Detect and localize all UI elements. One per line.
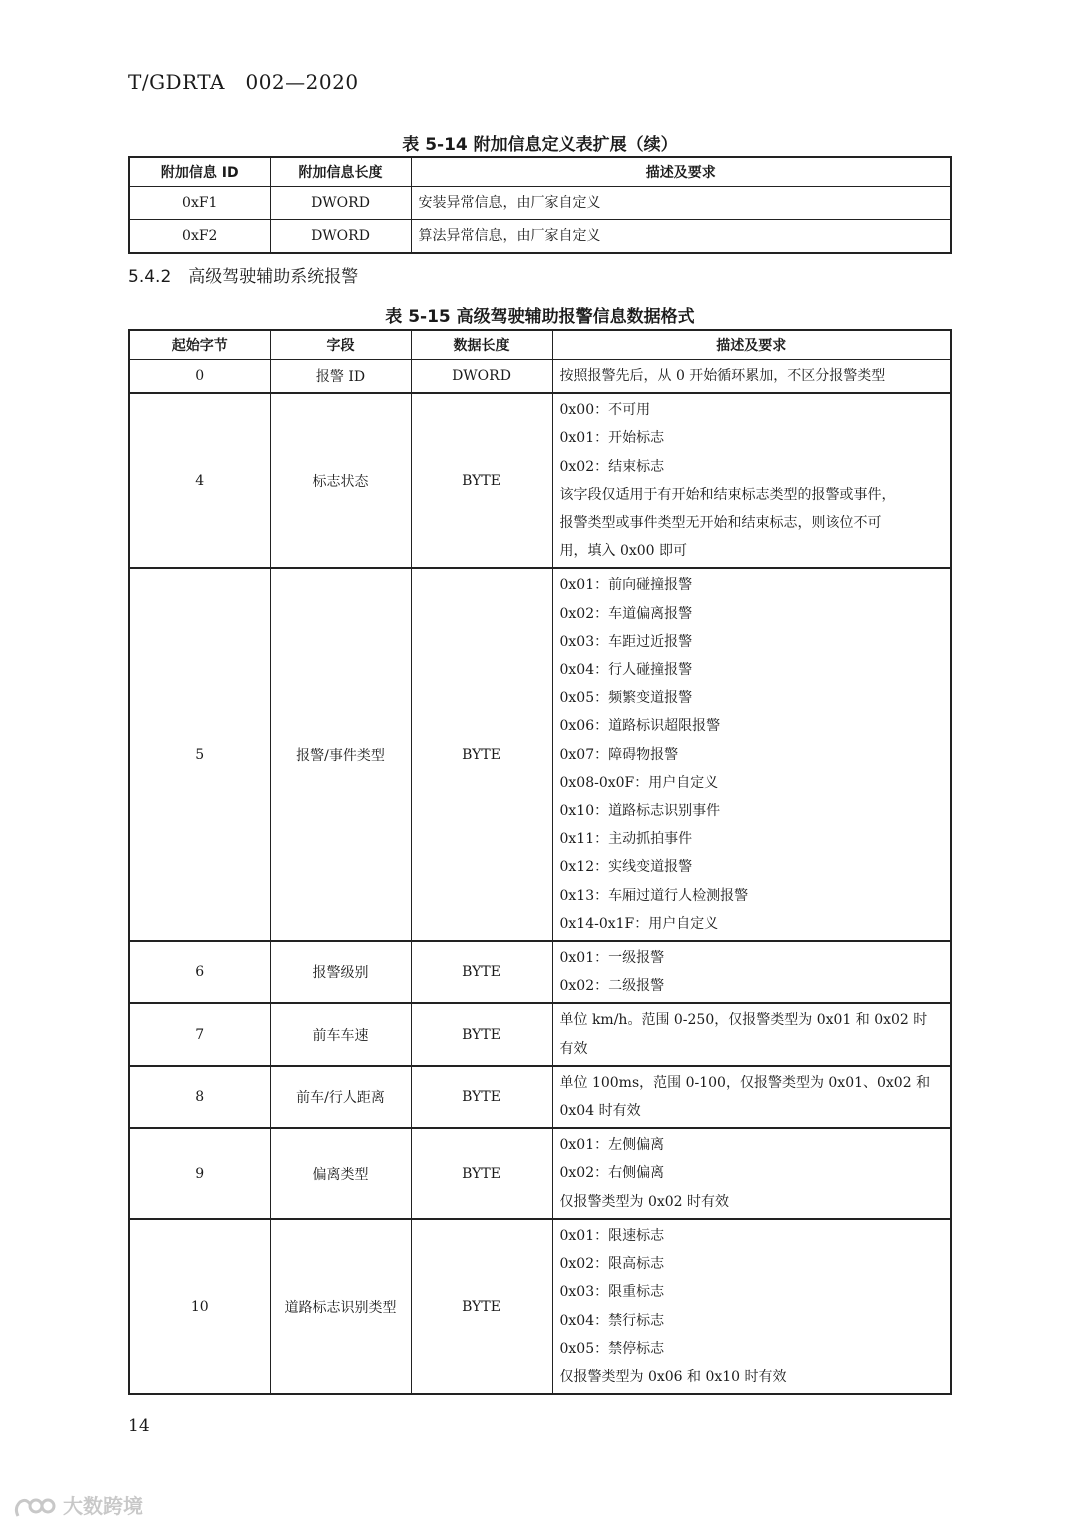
header-cell: 描述及要求 (552, 330, 951, 360)
field-cell: 报警 ID (270, 360, 411, 394)
desc-line: 单位 100ms，范围 0-100，仅报警类型为 0x01、0x02 和 (559, 1074, 931, 1091)
desc-line: 0x01：开始标志 (559, 430, 665, 447)
table-5-15 (128, 329, 952, 1395)
id-cell: 0xF2 (129, 220, 270, 254)
length-cell: BYTE (411, 393, 552, 568)
desc-line: 仅报警类型为 0x06 和 0x10 时有效 (559, 1368, 787, 1385)
start-byte-cell: 5 (129, 568, 270, 941)
field-cell: 偏离类型 (270, 1128, 411, 1219)
table-row (129, 1066, 951, 1128)
desc-line: 0x05：频繁变道报警 (559, 690, 693, 707)
table-header-row (129, 330, 951, 360)
desc-line: 0x01：前向碰撞报警 (559, 577, 693, 594)
desc-cell (552, 941, 951, 1003)
length-cell: BYTE (411, 1219, 552, 1394)
field-cell: 标志状态 (270, 393, 411, 568)
field-cell: 前车/行人距离 (270, 1066, 411, 1128)
length-cell: BYTE (411, 568, 552, 941)
start-byte-cell: 6 (129, 941, 270, 1003)
desc-line: 0x11：主动抓拍事件 (559, 831, 693, 848)
table-row (129, 187, 951, 220)
table-row (129, 1003, 951, 1065)
table-row (129, 941, 951, 1003)
length-cell: BYTE (411, 1003, 552, 1065)
desc-line: 仅报警类型为 0x02 时有效 (559, 1193, 730, 1210)
desc-line: 0x10：道路标志识别事件 (559, 803, 721, 820)
desc-line: 0x02：限高标志 (559, 1256, 665, 1273)
desc-cell (552, 1219, 951, 1394)
page-number: 14 (128, 1416, 150, 1436)
watermark-logo-icon (12, 1496, 56, 1520)
desc-line: 0x00：不可用 (559, 402, 651, 419)
length-cell: DWORD (411, 360, 552, 394)
table-row (129, 1219, 951, 1394)
length-cell: DWORD (270, 187, 411, 220)
watermark-text: 大数跨境 (62, 1494, 143, 1518)
desc-line: 0x06：道路标识超限报警 (559, 718, 721, 735)
desc-line: 0x07：障碍物报警 (559, 746, 679, 763)
desc-line: 0x13：车厢过道行人检测报警 (559, 887, 749, 904)
desc-line: 有效 (559, 1040, 588, 1057)
section-heading: 5.4.2 高级驾驶辅助系统报警 (128, 267, 359, 287)
desc-line: 0x04：行人碰撞报警 (559, 662, 693, 679)
desc-line: 0x08-0x0F：用户自定义 (559, 774, 719, 791)
length-cell: BYTE (411, 1066, 552, 1128)
field-cell: 报警级别 (270, 941, 411, 1003)
id-cell: 0xF1 (129, 187, 270, 220)
desc-line: 用，填入 0x00 即可 (559, 543, 688, 560)
desc-cell (552, 1128, 951, 1219)
desc-cell (552, 393, 951, 568)
desc-cell (552, 1003, 951, 1065)
desc-line: 单位 km/h。范围 0-250，仅报警类型为 0x01 和 0x02 时 (559, 1012, 928, 1029)
desc-line: 该字段仅适用于有开始和结束标志类型的报警或事件， (559, 486, 896, 503)
table-row (129, 220, 951, 254)
desc-cell: 算法异常信息，由厂家自定义 (411, 220, 951, 254)
watermark (12, 1490, 143, 1520)
desc-cell (552, 360, 951, 394)
table-header-row (129, 157, 951, 187)
start-byte-cell: 4 (129, 393, 270, 568)
desc-line: 0x14-0x1F：用户自定义 (559, 915, 719, 932)
start-byte-cell: 7 (129, 1003, 270, 1065)
document-code: T/GDRTA 002—2020 (128, 70, 359, 94)
length-cell: DWORD (270, 220, 411, 254)
length-cell: BYTE (411, 1128, 552, 1219)
desc-line: 0x01：左侧偏离 (559, 1137, 665, 1154)
desc-line: 0x02：二级报警 (559, 978, 665, 995)
desc-line: 0x02：车道偏离报警 (559, 605, 693, 622)
start-byte-cell: 10 (129, 1219, 270, 1394)
table-row (129, 360, 951, 394)
desc-cell (552, 568, 951, 941)
desc-line: 按照报警先后，从 0 开始循环累加，不区分报警类型 (559, 368, 886, 384)
table-row (129, 568, 951, 941)
start-byte-cell: 0 (129, 360, 270, 394)
desc-line: 0x05：禁停标志 (559, 1340, 665, 1357)
field-cell: 报警/事件类型 (270, 568, 411, 941)
header-cell: 附加信息长度 (270, 157, 411, 187)
desc-cell: 安装异常信息，由厂家自定义 (411, 187, 951, 220)
header-cell: 数据长度 (411, 330, 552, 360)
desc-line: 0x04 时有效 (559, 1103, 641, 1120)
header-cell: 附加信息 ID (129, 157, 270, 187)
desc-line: 0x04：禁行标志 (559, 1312, 665, 1329)
field-cell: 前车车速 (270, 1003, 411, 1065)
desc-line: 0x01：限速标志 (559, 1227, 665, 1244)
desc-line: 报警类型或事件类型无开始和结束标志，则该位不可 (559, 515, 882, 532)
start-byte-cell: 9 (129, 1128, 270, 1219)
desc-line: 0x03：车距过近报警 (559, 633, 693, 650)
desc-line: 0x12：实线变道报警 (559, 859, 693, 876)
desc-line: 0x01：一级报警 (559, 950, 665, 967)
header-cell: 描述及要求 (411, 157, 951, 187)
table-5-14 (128, 156, 952, 254)
table-5-14-caption: 表 5-14 附加信息定义表扩展（续） (402, 135, 678, 155)
desc-line: 0x02：右侧偏离 (559, 1165, 665, 1182)
field-cell: 道路标志识别类型 (270, 1219, 411, 1394)
header-cell: 字段 (270, 330, 411, 360)
length-cell: BYTE (411, 941, 552, 1003)
desc-cell (552, 1066, 951, 1128)
desc-line: 0x03：限重标志 (559, 1284, 665, 1301)
table-row (129, 1128, 951, 1219)
desc-line: 0x02：结束标志 (559, 458, 665, 475)
start-byte-cell: 8 (129, 1066, 270, 1128)
header-cell: 起始字节 (129, 330, 270, 360)
table-5-15-caption: 表 5-15 高级驾驶辅助报警信息数据格式 (385, 307, 695, 327)
table-row (129, 393, 951, 568)
